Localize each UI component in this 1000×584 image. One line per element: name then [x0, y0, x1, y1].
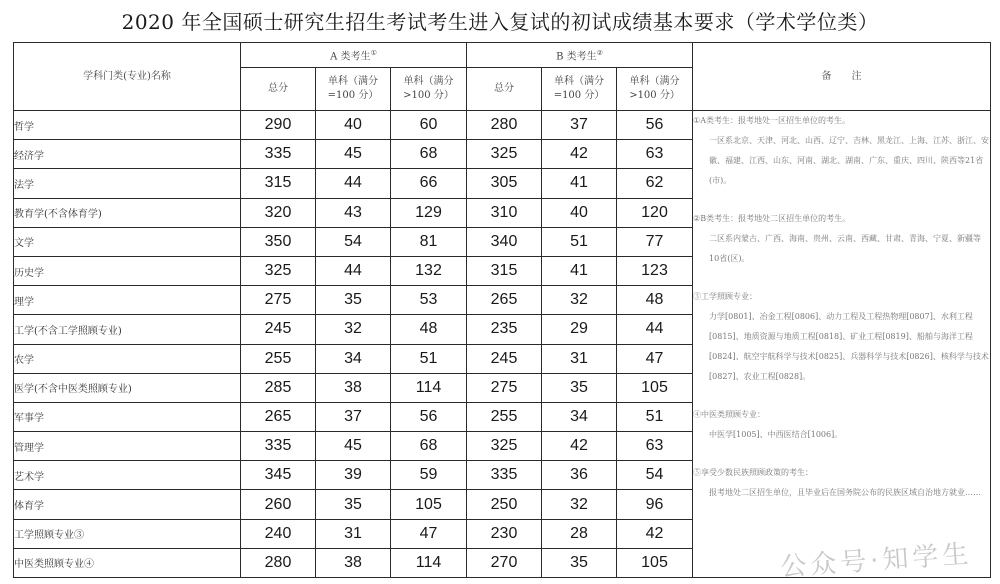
- score-a-total: 320: [241, 198, 316, 227]
- score-b-total: 245: [467, 344, 542, 373]
- score-a-total: 315: [241, 169, 316, 198]
- score-b-single-le100: 36: [542, 461, 617, 490]
- score-b-total: 280: [467, 111, 542, 140]
- discipline-name: 文学: [14, 227, 241, 256]
- score-a-single-le100: 39: [316, 461, 391, 490]
- score-b-single-gt100: 120: [617, 198, 693, 227]
- header-a-single-gt100: 单科（满分>100 分）: [391, 68, 467, 111]
- score-a-single-gt100: 114: [391, 548, 467, 577]
- score-a-single-le100: 31: [316, 519, 391, 548]
- discipline-name: 法学: [14, 169, 241, 198]
- score-a-total: 350: [241, 227, 316, 256]
- score-b-single-le100: 29: [542, 315, 617, 344]
- table-row: [14, 111, 991, 140]
- score-b-single-gt100: 62: [617, 169, 693, 198]
- discipline-name: 教育学(不含体育学): [14, 198, 241, 227]
- discipline-name: 工学照顾专业③: [14, 519, 241, 548]
- discipline-name: 中医类照顾专业④: [14, 548, 241, 577]
- score-a-single-le100: 38: [316, 548, 391, 577]
- discipline-name: 工学(不含工学照顾专业): [14, 315, 241, 344]
- score-a-total: 325: [241, 256, 316, 285]
- score-b-total: 250: [467, 490, 542, 519]
- score-a-total: 275: [241, 286, 316, 315]
- score-b-single-le100: 28: [542, 519, 617, 548]
- score-b-single-gt100: 48: [617, 286, 693, 315]
- discipline-name: 哲学: [14, 111, 241, 140]
- score-a-single-gt100: 47: [391, 519, 467, 548]
- score-a-single-gt100: 53: [391, 286, 467, 315]
- score-b-total: 270: [467, 548, 542, 577]
- score-a-single-gt100: 48: [391, 315, 467, 344]
- score-a-total: 345: [241, 461, 316, 490]
- note-block: [693, 287, 990, 387]
- score-b-single-gt100: 42: [617, 519, 693, 548]
- score-a-single-le100: 40: [316, 111, 391, 140]
- score-b-total: 335: [467, 461, 542, 490]
- score-a-single-le100: 38: [316, 373, 391, 402]
- score-b-single-le100: 41: [542, 169, 617, 198]
- score-a-single-le100: 45: [316, 140, 391, 169]
- score-a-total: 290: [241, 111, 316, 140]
- discipline-name: 农学: [14, 344, 241, 373]
- score-a-single-le100: 35: [316, 286, 391, 315]
- score-a-single-gt100: 129: [391, 198, 467, 227]
- table-body: [14, 111, 991, 578]
- score-b-total: 235: [467, 315, 542, 344]
- score-a-single-gt100: 66: [391, 169, 467, 198]
- score-b-single-gt100: 63: [617, 432, 693, 461]
- discipline-name: 经济学: [14, 140, 241, 169]
- score-b-single-gt100: 47: [617, 344, 693, 373]
- note-block: [693, 209, 990, 269]
- discipline-name: 艺术学: [14, 461, 241, 490]
- score-b-single-le100: 40: [542, 198, 617, 227]
- header-group-a: A 类考生①: [241, 43, 467, 68]
- score-b-single-gt100: 54: [617, 461, 693, 490]
- score-a-single-gt100: 59: [391, 461, 467, 490]
- note-text: 报考地处二区招生单位，且毕业后在国务院公布的民族区域自治地方就业……: [709, 488, 982, 497]
- note-block: [693, 463, 990, 503]
- header-b-total: 总分: [467, 68, 542, 111]
- note-heading: ①A类考生：报考地处一区招生单位的考生。: [693, 116, 850, 125]
- note-block: [693, 405, 990, 445]
- score-a-total: 245: [241, 315, 316, 344]
- score-a-total: 335: [241, 140, 316, 169]
- score-b-single-gt100: 77: [617, 227, 693, 256]
- score-b-single-gt100: 51: [617, 402, 693, 431]
- header-notes: 备 注: [693, 43, 991, 111]
- note-text: 力学[0801]、冶金工程[0806]、动力工程及工程热物理[0807]、水利工程[0815]、地质资源与地质工程[0818]、矿业工程[0819]、船舶与海洋工程[0824]、航空宇航科学与技术[0825]、兵器科学与技术[0826]、核科学与技术[0827]、农业工程[0828]。: [709, 312, 989, 381]
- discipline-name: 体育学: [14, 490, 241, 519]
- score-a-single-gt100: 81: [391, 227, 467, 256]
- score-a-single-gt100: 56: [391, 402, 467, 431]
- note-heading: ④中医类照顾专业：: [693, 410, 766, 419]
- score-a-total: 255: [241, 344, 316, 373]
- score-a-single-gt100: 68: [391, 140, 467, 169]
- score-b-total: 315: [467, 256, 542, 285]
- score-b-single-le100: 35: [542, 548, 617, 577]
- score-b-single-gt100: 105: [617, 373, 693, 402]
- note-heading: ③工学照顾专业：: [693, 292, 758, 301]
- score-b-single-gt100: 96: [617, 490, 693, 519]
- header-b-single-gt100: 单科（满分>100 分）: [617, 68, 693, 111]
- score-a-single-le100: 44: [316, 169, 391, 198]
- score-a-single-gt100: 68: [391, 432, 467, 461]
- score-a-single-gt100: 114: [391, 373, 467, 402]
- score-a-single-le100: 32: [316, 315, 391, 344]
- notes-cell: [693, 111, 991, 578]
- score-b-total: 255: [467, 402, 542, 431]
- header-a-total: 总分: [241, 68, 316, 111]
- score-a-total: 265: [241, 402, 316, 431]
- score-b-single-gt100: 44: [617, 315, 693, 344]
- header-group-b: B 类考生②: [467, 43, 693, 68]
- score-a-single-le100: 34: [316, 344, 391, 373]
- score-a-single-le100: 37: [316, 402, 391, 431]
- score-a-total: 240: [241, 519, 316, 548]
- score-a-total: 285: [241, 373, 316, 402]
- header-b-single-le100: 单科（满分=100 分）: [542, 68, 617, 111]
- score-requirements-table: [13, 42, 991, 578]
- score-b-total: 265: [467, 286, 542, 315]
- discipline-name: 管理学: [14, 432, 241, 461]
- score-b-single-gt100: 123: [617, 256, 693, 285]
- score-b-total: 305: [467, 169, 542, 198]
- score-a-total: 280: [241, 548, 316, 577]
- score-a-single-le100: 45: [316, 432, 391, 461]
- watermark: 公众号·知学生: [779, 539, 973, 583]
- score-a-total: 260: [241, 490, 316, 519]
- score-b-single-le100: 41: [542, 256, 617, 285]
- score-a-single-gt100: 60: [391, 111, 467, 140]
- note-text: 一区系北京、天津、河北、山西、辽宁、吉林、黑龙江、上海、江苏、浙江、安徽、福建、江西、山东、河南、湖北、湖南、广东、重庆、四川、陕西等21省(市)。: [709, 136, 990, 185]
- score-b-single-gt100: 63: [617, 140, 693, 169]
- note-text: 中医学[1005]、中西医结合[1006]。: [709, 430, 843, 439]
- score-b-single-le100: 42: [542, 140, 617, 169]
- note-heading: ⑤享受少数民族照顾政策的考生：: [693, 468, 814, 477]
- score-a-single-le100: 35: [316, 490, 391, 519]
- score-b-single-le100: 31: [542, 344, 617, 373]
- score-a-single-le100: 54: [316, 227, 391, 256]
- score-a-single-gt100: 132: [391, 256, 467, 285]
- score-b-single-le100: 32: [542, 286, 617, 315]
- score-b-single-le100: 32: [542, 490, 617, 519]
- score-b-single-le100: 35: [542, 373, 617, 402]
- note-block: [693, 111, 990, 191]
- discipline-name: 医学(不含中医类照顾专业): [14, 373, 241, 402]
- note-heading: ②B类考生：报考地处二区招生单位的考生。: [693, 214, 851, 223]
- score-b-single-le100: 34: [542, 402, 617, 431]
- score-b-total: 325: [467, 140, 542, 169]
- header-a-single-le100: 单科（满分=100 分）: [316, 68, 391, 111]
- score-a-single-le100: 43: [316, 198, 391, 227]
- score-a-total: 335: [241, 432, 316, 461]
- score-b-single-gt100: 105: [617, 548, 693, 577]
- score-b-single-le100: 42: [542, 432, 617, 461]
- score-b-total: 325: [467, 432, 542, 461]
- discipline-name: 理学: [14, 286, 241, 315]
- score-b-total: 230: [467, 519, 542, 548]
- note-text: 二区系内蒙古、广西、海南、贵州、云南、西藏、甘肃、青海、宁夏、新疆等10省(区)。: [709, 234, 982, 263]
- score-b-single-gt100: 56: [617, 111, 693, 140]
- score-b-single-le100: 51: [542, 227, 617, 256]
- header-discipline: 学科门类(专业)名称: [14, 43, 241, 111]
- score-b-total: 310: [467, 198, 542, 227]
- score-b-total: 340: [467, 227, 542, 256]
- score-b-total: 275: [467, 373, 542, 402]
- score-a-single-gt100: 51: [391, 344, 467, 373]
- score-b-single-le100: 37: [542, 111, 617, 140]
- discipline-name: 军事学: [14, 402, 241, 431]
- discipline-name: 历史学: [14, 256, 241, 285]
- page-title: 2020 年全国硕士研究生招生考试考生进入复试的初试成绩基本要求（学术学位类）: [121, 10, 879, 34]
- score-a-single-gt100: 105: [391, 490, 467, 519]
- score-a-single-le100: 44: [316, 256, 391, 285]
